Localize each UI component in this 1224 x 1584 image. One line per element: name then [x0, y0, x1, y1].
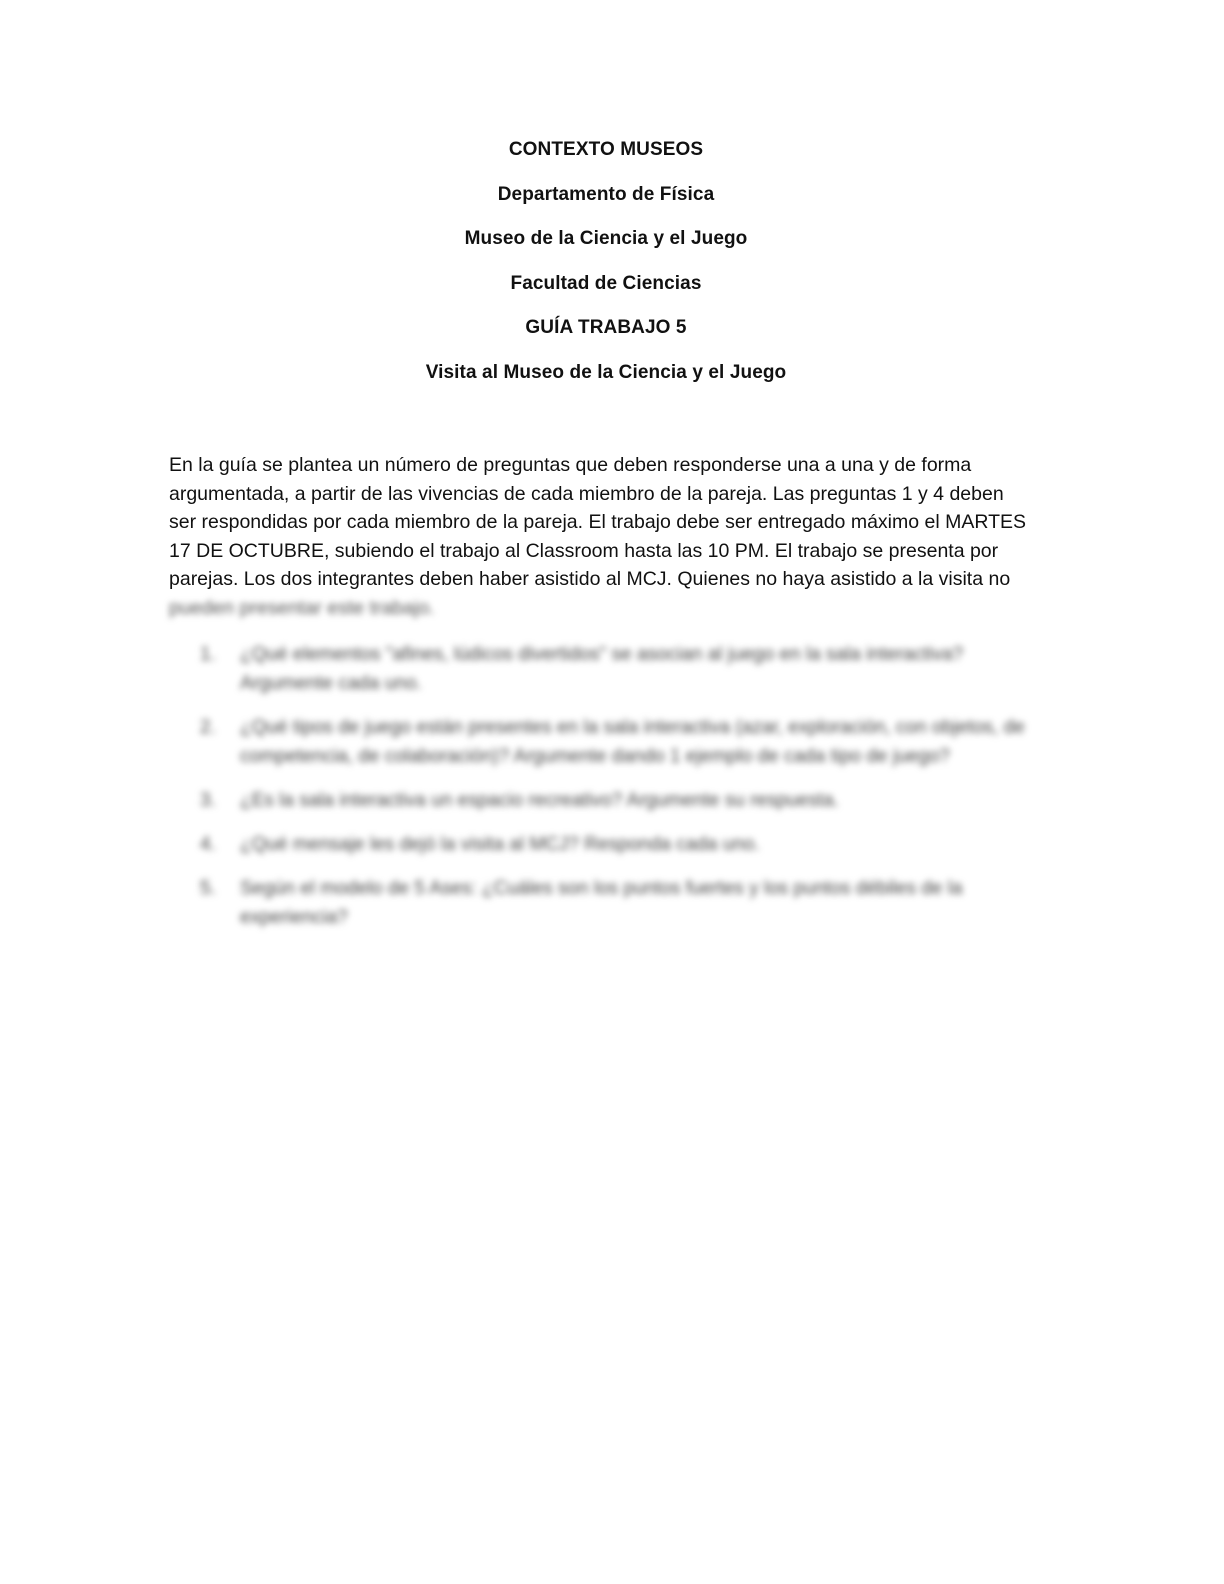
question-number: 3. [200, 790, 216, 811]
intro-line-blurred: pueden presentar este trabajo. [169, 596, 435, 619]
header-museum: Museo de la Ciencia y el Juego [464, 228, 748, 250]
header-department: Departamento de Física [497, 183, 715, 205]
question-number: 1. [200, 644, 216, 665]
header-title: CONTEXTO MUSEOS [508, 139, 704, 160]
header-subtitle: Visita al Museo de la Ciencia y el Juego [425, 361, 787, 383]
header-faculty: Facultad de Ciencias [510, 272, 702, 294]
question-item [200, 830, 1040, 859]
intro-line: En la guía se plantea un número de preguntas que deben responderse una a una y de forma [169, 454, 972, 476]
intro-paragraph [169, 451, 1049, 623]
question-list [200, 640, 1040, 947]
question-item [200, 874, 1040, 932]
intro-line: 17 DE OCTUBRE, subiendo el trabajo al Classroom hasta las 10 PM. El trabajo se presenta por [169, 539, 999, 562]
question-text: ¿Es la sala interactiva un espacio recreativo? Argumente su respuesta. [240, 790, 839, 811]
question-number: 5. [200, 878, 216, 899]
document-header [0, 138, 1212, 406]
intro-line: ser respondidas por cada miembro de la pareja. El trabajo debe ser entregado máximo el MARTES [169, 511, 1027, 534]
question-text: ¿Qué tipos de juego están presentes en la sala interactiva (azar, exploración, con objetos, de competencia, de colaboración)? Argumente dando 1 ejemplo de cada tipo de juego? [240, 717, 1025, 767]
intro-line: parejas. Los dos integrantes deben haber asistido al MCJ. Quienes no haya asistido a la visita no [169, 568, 1011, 591]
question-item [200, 786, 1040, 815]
question-text: ¿Qué elementos "afines, lúdicos divertidos" se asocian al juego en la sala interactiva? Argumente cada uno. [240, 644, 964, 694]
question-number: 2. [200, 717, 216, 738]
question-text: ¿Qué mensaje les dejó la visita al MCJ? Responda cada uno. [240, 834, 760, 855]
question-item [200, 640, 1040, 698]
intro-line: argumentada, a partir de las vivencias de cada miembro de la pareja. Las preguntas 1 y 4 deben [169, 482, 1004, 505]
question-item [200, 713, 1040, 771]
question-text: Según el modelo de 5 Ases: ¿Cuáles son los puntos fuertes y los puntos débiles de la experiencia? [240, 878, 963, 928]
question-number: 4. [200, 834, 216, 855]
header-guide: GUÍA TRABAJO 5 [525, 317, 687, 339]
